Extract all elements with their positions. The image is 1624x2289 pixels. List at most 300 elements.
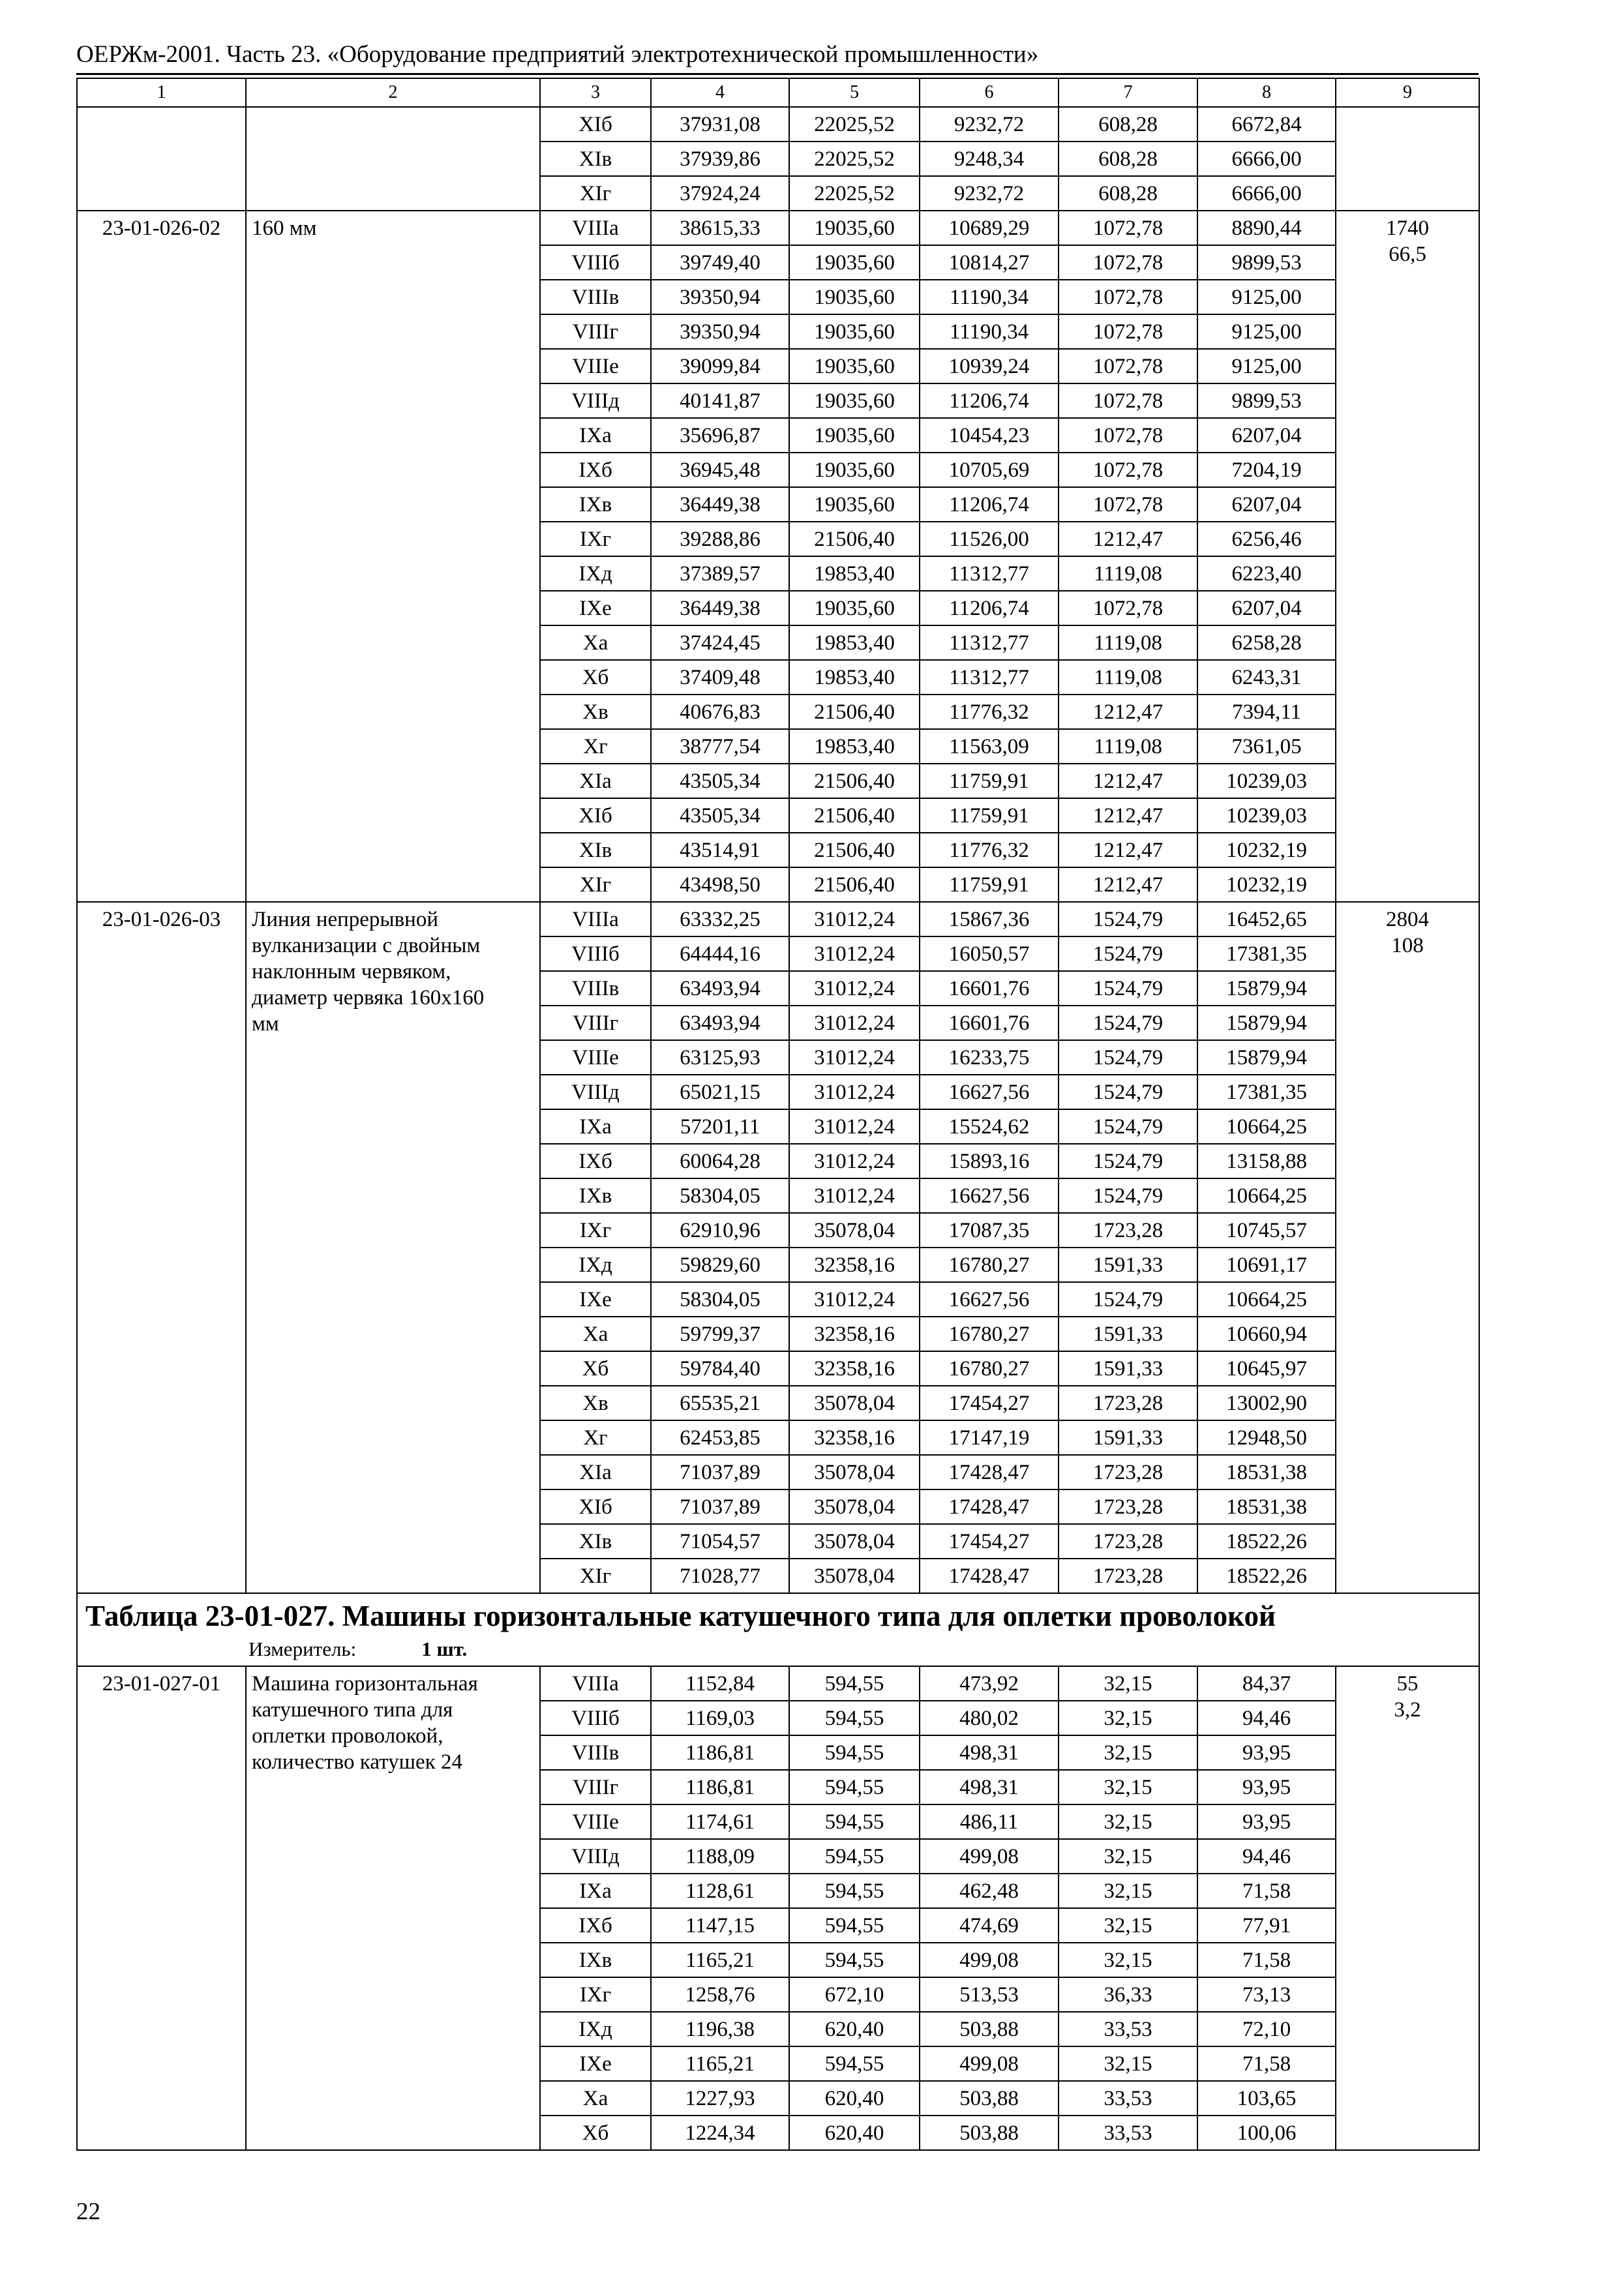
value-cell: 1524,79 — [1059, 1040, 1197, 1075]
rate-extra-value: 55 — [1396, 1672, 1419, 1696]
value-cell: 1524,79 — [1059, 1006, 1197, 1040]
value-cell: 1072,78 — [1059, 280, 1197, 314]
value-cell: 33,53 — [1059, 2081, 1197, 2116]
value-cell: 11190,34 — [920, 314, 1059, 349]
value-cell: 15867,36 — [920, 902, 1059, 936]
value-cell: 19035,60 — [789, 591, 920, 625]
value-cell: 31012,24 — [789, 1282, 920, 1317]
value-cell: 33,53 — [1059, 2012, 1197, 2046]
value-cell: 499,08 — [920, 2046, 1059, 2081]
value-cell: 15879,94 — [1197, 971, 1336, 1006]
value-cell: 1591,33 — [1059, 1420, 1197, 1455]
value-cell: 58304,05 — [651, 1178, 789, 1213]
value-cell: 1169,03 — [651, 1701, 789, 1735]
measure-value: 1 шт. — [421, 1638, 468, 1660]
zone-cell: IXб — [540, 1144, 651, 1178]
value-cell: 11312,77 — [920, 625, 1059, 660]
value-cell: 503,88 — [920, 2116, 1059, 2150]
value-cell: 19035,60 — [789, 487, 920, 522]
rate-code — [77, 107, 246, 211]
value-cell: 12948,50 — [1197, 1420, 1336, 1455]
value-cell: 594,55 — [789, 1735, 920, 1770]
value-cell: 620,40 — [789, 2081, 920, 2116]
value-cell: 1174,61 — [651, 1804, 789, 1839]
zone-cell: Xб — [540, 660, 651, 695]
zone-cell: XIг — [540, 176, 651, 211]
value-cell: 17454,27 — [920, 1386, 1059, 1420]
column-number: 4 — [651, 78, 789, 107]
value-cell: 1119,08 — [1059, 625, 1197, 660]
value-cell: 11759,91 — [920, 798, 1059, 833]
zone-cell: IXе — [540, 591, 651, 625]
value-cell: 71,58 — [1197, 1874, 1336, 1908]
value-cell: 1119,08 — [1059, 660, 1197, 695]
zone-cell: Xг — [540, 729, 651, 764]
column-number: 6 — [920, 78, 1059, 107]
value-cell: 1524,79 — [1059, 971, 1197, 1006]
value-cell: 60064,28 — [651, 1144, 789, 1178]
value-cell: 32,15 — [1059, 1839, 1197, 1874]
value-cell: 462,48 — [920, 1874, 1059, 1908]
value-cell: 10239,03 — [1197, 764, 1336, 798]
value-cell: 16627,56 — [920, 1075, 1059, 1109]
value-cell: 594,55 — [789, 1701, 920, 1735]
value-cell: 594,55 — [789, 1666, 920, 1701]
value-cell: 37409,48 — [651, 660, 789, 695]
value-cell: 594,55 — [789, 1839, 920, 1874]
zone-cell: IXб — [540, 1908, 651, 1943]
value-cell: 1147,15 — [651, 1908, 789, 1943]
value-cell: 31012,24 — [789, 936, 920, 971]
value-cell: 10232,19 — [1197, 867, 1336, 902]
value-cell: 11759,91 — [920, 867, 1059, 902]
value-cell: 19035,60 — [789, 314, 920, 349]
zone-cell: VIIIд — [540, 1075, 651, 1109]
value-cell: 672,10 — [789, 1977, 920, 2012]
page-number: 22 — [76, 2198, 100, 2225]
value-cell: 16780,27 — [920, 1248, 1059, 1282]
value-cell: 10239,03 — [1197, 798, 1336, 833]
zone-cell: VIIIг — [540, 1770, 651, 1804]
value-cell: 59799,37 — [651, 1317, 789, 1351]
table-row — [77, 107, 1479, 142]
rate-extra — [1336, 107, 1479, 211]
value-cell: 13002,90 — [1197, 1386, 1336, 1420]
value-cell: 19853,40 — [789, 660, 920, 695]
value-cell: 1591,33 — [1059, 1317, 1197, 1351]
rate-extra-value: 108 — [1391, 934, 1424, 957]
value-cell: 100,06 — [1197, 2116, 1336, 2150]
zone-cell: VIIIа — [540, 211, 651, 245]
value-cell: 11776,32 — [920, 833, 1059, 867]
value-cell: 71,58 — [1197, 1943, 1336, 1977]
zone-cell: Xв — [540, 695, 651, 729]
value-cell: 19035,60 — [789, 280, 920, 314]
value-cell: 7394,11 — [1197, 695, 1336, 729]
zone-cell: IXг — [540, 1977, 651, 2012]
zone-cell: IXв — [540, 487, 651, 522]
value-cell: 31012,24 — [789, 1144, 920, 1178]
value-cell: 1723,28 — [1059, 1455, 1197, 1489]
value-cell: 17147,19 — [920, 1420, 1059, 1455]
value-cell: 18522,26 — [1197, 1559, 1336, 1593]
value-cell: 1723,28 — [1059, 1524, 1197, 1559]
value-cell: 6666,00 — [1197, 142, 1336, 176]
value-cell: 9232,72 — [920, 176, 1059, 211]
value-cell: 32358,16 — [789, 1420, 920, 1455]
value-cell: 6256,46 — [1197, 522, 1336, 556]
value-cell: 17381,35 — [1197, 1075, 1336, 1109]
value-cell: 620,40 — [789, 2012, 920, 2046]
value-cell: 594,55 — [789, 1804, 920, 1839]
value-cell: 36945,48 — [651, 453, 789, 487]
value-cell: 22025,52 — [789, 142, 920, 176]
zone-cell: IXг — [540, 1213, 651, 1248]
value-cell: 39099,84 — [651, 349, 789, 383]
value-cell: 1072,78 — [1059, 314, 1197, 349]
value-cell: 1188,09 — [651, 1839, 789, 1874]
value-cell: 16627,56 — [920, 1178, 1059, 1213]
value-cell: 6207,04 — [1197, 418, 1336, 453]
value-cell: 32,15 — [1059, 1735, 1197, 1770]
value-cell: 32358,16 — [789, 1351, 920, 1386]
rate-description: Машина горизонтальная катушечного типа для оплетки проволокой, количество катушек 24 — [246, 1666, 540, 2150]
zone-cell: XIв — [540, 833, 651, 867]
zone-cell: Xа — [540, 1317, 651, 1351]
column-number: 7 — [1059, 78, 1197, 107]
zone-cell: IXа — [540, 1874, 651, 1908]
value-cell: 6666,00 — [1197, 176, 1336, 211]
value-cell: 1524,79 — [1059, 1075, 1197, 1109]
value-cell: 71037,89 — [651, 1455, 789, 1489]
value-cell: 63332,25 — [651, 902, 789, 936]
zone-cell: XIв — [540, 142, 651, 176]
column-number: 9 — [1336, 78, 1479, 107]
column-number: 1 — [77, 78, 246, 107]
value-cell: 499,08 — [920, 1943, 1059, 1977]
value-cell: 77,91 — [1197, 1908, 1336, 1943]
zone-cell: IXе — [540, 1282, 651, 1317]
value-cell: 19035,60 — [789, 453, 920, 487]
value-cell: 18531,38 — [1197, 1489, 1336, 1524]
value-cell: 32,15 — [1059, 1770, 1197, 1804]
value-cell: 39288,86 — [651, 522, 789, 556]
value-cell: 498,31 — [920, 1770, 1059, 1804]
rate-description: Линия непрерывной вулканизации с двойным наклонным червяком, диаметр червяка 160х160 мм — [246, 902, 540, 1593]
rate-extra — [1336, 1666, 1479, 2150]
zone-cell: XIг — [540, 1559, 651, 1593]
value-cell: 39350,94 — [651, 314, 789, 349]
value-cell: 19035,60 — [789, 245, 920, 280]
value-cell: 473,92 — [920, 1666, 1059, 1701]
value-cell: 35696,87 — [651, 418, 789, 453]
value-cell: 1723,28 — [1059, 1559, 1197, 1593]
rate-code: 23-01-026-02 — [77, 211, 246, 902]
value-cell: 32,15 — [1059, 2046, 1197, 2081]
value-cell: 499,08 — [920, 1839, 1059, 1874]
value-cell: 19853,40 — [789, 625, 920, 660]
value-cell: 1119,08 — [1059, 729, 1197, 764]
value-cell: 9248,34 — [920, 142, 1059, 176]
value-cell: 1152,84 — [651, 1666, 789, 1701]
value-cell: 1227,93 — [651, 2081, 789, 2116]
value-cell: 93,95 — [1197, 1804, 1336, 1839]
value-cell: 64444,16 — [651, 936, 789, 971]
value-cell: 1072,78 — [1059, 591, 1197, 625]
value-cell: 43505,34 — [651, 798, 789, 833]
value-cell: 11776,32 — [920, 695, 1059, 729]
value-cell: 36,33 — [1059, 1977, 1197, 2012]
zone-cell: XIг — [540, 867, 651, 902]
value-cell: 620,40 — [789, 2116, 920, 2150]
value-cell: 9232,72 — [920, 107, 1059, 142]
rate-description — [246, 107, 540, 211]
value-cell: 1524,79 — [1059, 1178, 1197, 1213]
value-cell: 1212,47 — [1059, 867, 1197, 902]
value-cell: 19853,40 — [789, 729, 920, 764]
value-cell: 1591,33 — [1059, 1248, 1197, 1282]
value-cell: 15879,94 — [1197, 1006, 1336, 1040]
value-cell: 37939,86 — [651, 142, 789, 176]
value-cell: 6207,04 — [1197, 487, 1336, 522]
column-number-row — [77, 78, 1479, 107]
value-cell: 1224,34 — [651, 2116, 789, 2150]
value-cell: 498,31 — [920, 1735, 1059, 1770]
value-cell: 35078,04 — [789, 1386, 920, 1420]
value-cell: 1128,61 — [651, 1874, 789, 1908]
rate-description: 160 мм — [246, 211, 540, 902]
value-cell: 94,46 — [1197, 1701, 1336, 1735]
value-cell: 1524,79 — [1059, 1144, 1197, 1178]
value-cell: 63125,93 — [651, 1040, 789, 1075]
value-cell: 62453,85 — [651, 1420, 789, 1455]
header-rule — [76, 73, 1479, 75]
value-cell: 594,55 — [789, 2046, 920, 2081]
value-cell: 1186,81 — [651, 1770, 789, 1804]
value-cell: 8890,44 — [1197, 211, 1336, 245]
zone-cell: VIIIд — [540, 383, 651, 418]
value-cell: 38615,33 — [651, 211, 789, 245]
value-cell: 10814,27 — [920, 245, 1059, 280]
value-cell: 59784,40 — [651, 1351, 789, 1386]
value-cell: 32,15 — [1059, 1943, 1197, 1977]
value-cell: 13158,88 — [1197, 1144, 1336, 1178]
value-cell: 32358,16 — [789, 1248, 920, 1282]
zone-cell: Xа — [540, 2081, 651, 2116]
zone-cell: VIIIд — [540, 1839, 651, 1874]
zone-cell: VIIIб — [540, 1701, 651, 1735]
value-cell: 594,55 — [789, 1770, 920, 1804]
section-measure — [78, 1634, 1479, 1666]
value-cell: 503,88 — [920, 2012, 1059, 2046]
value-cell: 11206,74 — [920, 487, 1059, 522]
value-cell: 63493,94 — [651, 1006, 789, 1040]
value-cell: 31012,24 — [789, 1178, 920, 1213]
value-cell: 21506,40 — [789, 798, 920, 833]
zone-cell: VIIIв — [540, 1735, 651, 1770]
zone-cell: XIб — [540, 798, 651, 833]
rate-extra-value: 3,2 — [1394, 1698, 1421, 1722]
zone-cell: IXе — [540, 2046, 651, 2081]
section-header — [77, 1593, 1479, 1666]
value-cell: 1212,47 — [1059, 695, 1197, 729]
value-cell: 31012,24 — [789, 1075, 920, 1109]
value-cell: 37931,08 — [651, 107, 789, 142]
section-title: Таблица 23-01-027. Машины горизонтальные катушечного типа для оплетки проволокой — [85, 1600, 1276, 1632]
value-cell: 1212,47 — [1059, 522, 1197, 556]
value-cell: 19035,60 — [789, 418, 920, 453]
value-cell: 32,15 — [1059, 1874, 1197, 1908]
value-cell: 21506,40 — [789, 695, 920, 729]
value-cell: 31012,24 — [789, 1040, 920, 1075]
value-cell: 1723,28 — [1059, 1386, 1197, 1420]
value-cell: 32,15 — [1059, 1908, 1197, 1943]
table-row — [77, 902, 1479, 936]
value-cell: 9125,00 — [1197, 280, 1336, 314]
value-cell: 15879,94 — [1197, 1040, 1336, 1075]
value-cell: 1524,79 — [1059, 936, 1197, 971]
zone-cell: VIIIв — [540, 971, 651, 1006]
value-cell: 1072,78 — [1059, 487, 1197, 522]
value-cell: 513,53 — [920, 1977, 1059, 2012]
value-cell: 35078,04 — [789, 1455, 920, 1489]
value-cell: 1196,38 — [651, 2012, 789, 2046]
value-cell: 71054,57 — [651, 1524, 789, 1559]
column-number: 3 — [540, 78, 651, 107]
zone-cell: VIIIг — [540, 314, 651, 349]
value-cell: 6223,40 — [1197, 556, 1336, 591]
value-cell: 35078,04 — [789, 1524, 920, 1559]
value-cell: 474,69 — [920, 1908, 1059, 1943]
value-cell: 93,95 — [1197, 1735, 1336, 1770]
value-cell: 15893,16 — [920, 1144, 1059, 1178]
value-cell: 11206,74 — [920, 591, 1059, 625]
value-cell: 1591,33 — [1059, 1351, 1197, 1386]
value-cell: 10660,94 — [1197, 1317, 1336, 1351]
zone-cell: VIIIе — [540, 1040, 651, 1075]
value-cell: 94,46 — [1197, 1839, 1336, 1874]
value-cell: 10705,69 — [920, 453, 1059, 487]
zone-cell: IXд — [540, 556, 651, 591]
value-cell: 11312,77 — [920, 660, 1059, 695]
value-cell: 71037,89 — [651, 1489, 789, 1524]
value-cell: 37389,57 — [651, 556, 789, 591]
value-cell: 22025,52 — [789, 176, 920, 211]
zone-cell: VIIIг — [540, 1006, 651, 1040]
value-cell: 31012,24 — [789, 1006, 920, 1040]
value-cell: 1119,08 — [1059, 556, 1197, 591]
value-cell: 6207,04 — [1197, 591, 1336, 625]
value-cell: 17087,35 — [920, 1213, 1059, 1248]
value-cell: 17428,47 — [920, 1559, 1059, 1593]
rate-extra — [1336, 902, 1479, 1593]
value-cell: 7361,05 — [1197, 729, 1336, 764]
value-cell: 59829,60 — [651, 1248, 789, 1282]
value-cell: 1258,76 — [651, 1977, 789, 2012]
zone-cell: XIб — [540, 1489, 651, 1524]
value-cell: 21506,40 — [789, 522, 920, 556]
zone-cell: IXд — [540, 1248, 651, 1282]
value-cell: 1212,47 — [1059, 798, 1197, 833]
value-cell: 32,15 — [1059, 1804, 1197, 1839]
column-number: 5 — [789, 78, 920, 107]
value-cell: 63493,94 — [651, 971, 789, 1006]
zone-cell: IXа — [540, 1109, 651, 1144]
value-cell: 43498,50 — [651, 867, 789, 902]
value-cell: 65535,21 — [651, 1386, 789, 1420]
value-cell: 1072,78 — [1059, 211, 1197, 245]
value-cell: 35078,04 — [789, 1559, 920, 1593]
table-row — [77, 1666, 1479, 1701]
value-cell: 40676,83 — [651, 695, 789, 729]
value-cell: 22025,52 — [789, 107, 920, 142]
value-cell: 7204,19 — [1197, 453, 1336, 487]
value-cell: 31012,24 — [789, 1109, 920, 1144]
value-cell: 503,88 — [920, 2081, 1059, 2116]
value-cell: 16601,76 — [920, 1006, 1059, 1040]
value-cell: 16601,76 — [920, 971, 1059, 1006]
value-cell: 21506,40 — [789, 867, 920, 902]
zone-cell: VIIIб — [540, 245, 651, 280]
value-cell: 9125,00 — [1197, 349, 1336, 383]
value-cell: 11312,77 — [920, 556, 1059, 591]
value-cell: 608,28 — [1059, 142, 1197, 176]
zone-cell: IXв — [540, 1178, 651, 1213]
value-cell: 1723,28 — [1059, 1213, 1197, 1248]
table-body — [77, 78, 1479, 2150]
value-cell: 71,58 — [1197, 2046, 1336, 2081]
value-cell: 19035,60 — [789, 383, 920, 418]
value-cell: 6258,28 — [1197, 625, 1336, 660]
value-cell: 19853,40 — [789, 556, 920, 591]
zone-cell: VIIIв — [540, 280, 651, 314]
zone-cell: VIIIе — [540, 349, 651, 383]
value-cell: 608,28 — [1059, 176, 1197, 211]
value-cell: 16233,75 — [920, 1040, 1059, 1075]
value-cell: 32,15 — [1059, 1666, 1197, 1701]
value-cell: 38777,54 — [651, 729, 789, 764]
column-number: 8 — [1197, 78, 1336, 107]
value-cell: 594,55 — [789, 1874, 920, 1908]
value-cell: 11526,00 — [920, 522, 1059, 556]
value-cell: 32358,16 — [789, 1317, 920, 1351]
zone-cell: Xг — [540, 1420, 651, 1455]
value-cell: 10232,19 — [1197, 833, 1336, 867]
value-cell: 1212,47 — [1059, 764, 1197, 798]
zone-cell: XIа — [540, 764, 651, 798]
zone-cell: IXв — [540, 1943, 651, 1977]
value-cell: 486,11 — [920, 1804, 1059, 1839]
value-cell: 35078,04 — [789, 1213, 920, 1248]
value-cell: 36449,38 — [651, 487, 789, 522]
value-cell: 40141,87 — [651, 383, 789, 418]
value-cell: 84,37 — [1197, 1666, 1336, 1701]
zone-cell: XIб — [540, 107, 651, 142]
section-header-row — [77, 1593, 1479, 1666]
value-cell: 1186,81 — [651, 1735, 789, 1770]
zone-cell: XIа — [540, 1455, 651, 1489]
value-cell: 1212,47 — [1059, 833, 1197, 867]
value-cell: 1072,78 — [1059, 383, 1197, 418]
value-cell: 1072,78 — [1059, 245, 1197, 280]
value-cell: 73,13 — [1197, 1977, 1336, 2012]
value-cell: 58304,05 — [651, 1282, 789, 1317]
value-cell: 11206,74 — [920, 383, 1059, 418]
value-cell: 6672,84 — [1197, 107, 1336, 142]
value-cell: 9899,53 — [1197, 245, 1336, 280]
zone-cell: Xб — [540, 1351, 651, 1386]
value-cell: 21506,40 — [789, 833, 920, 867]
